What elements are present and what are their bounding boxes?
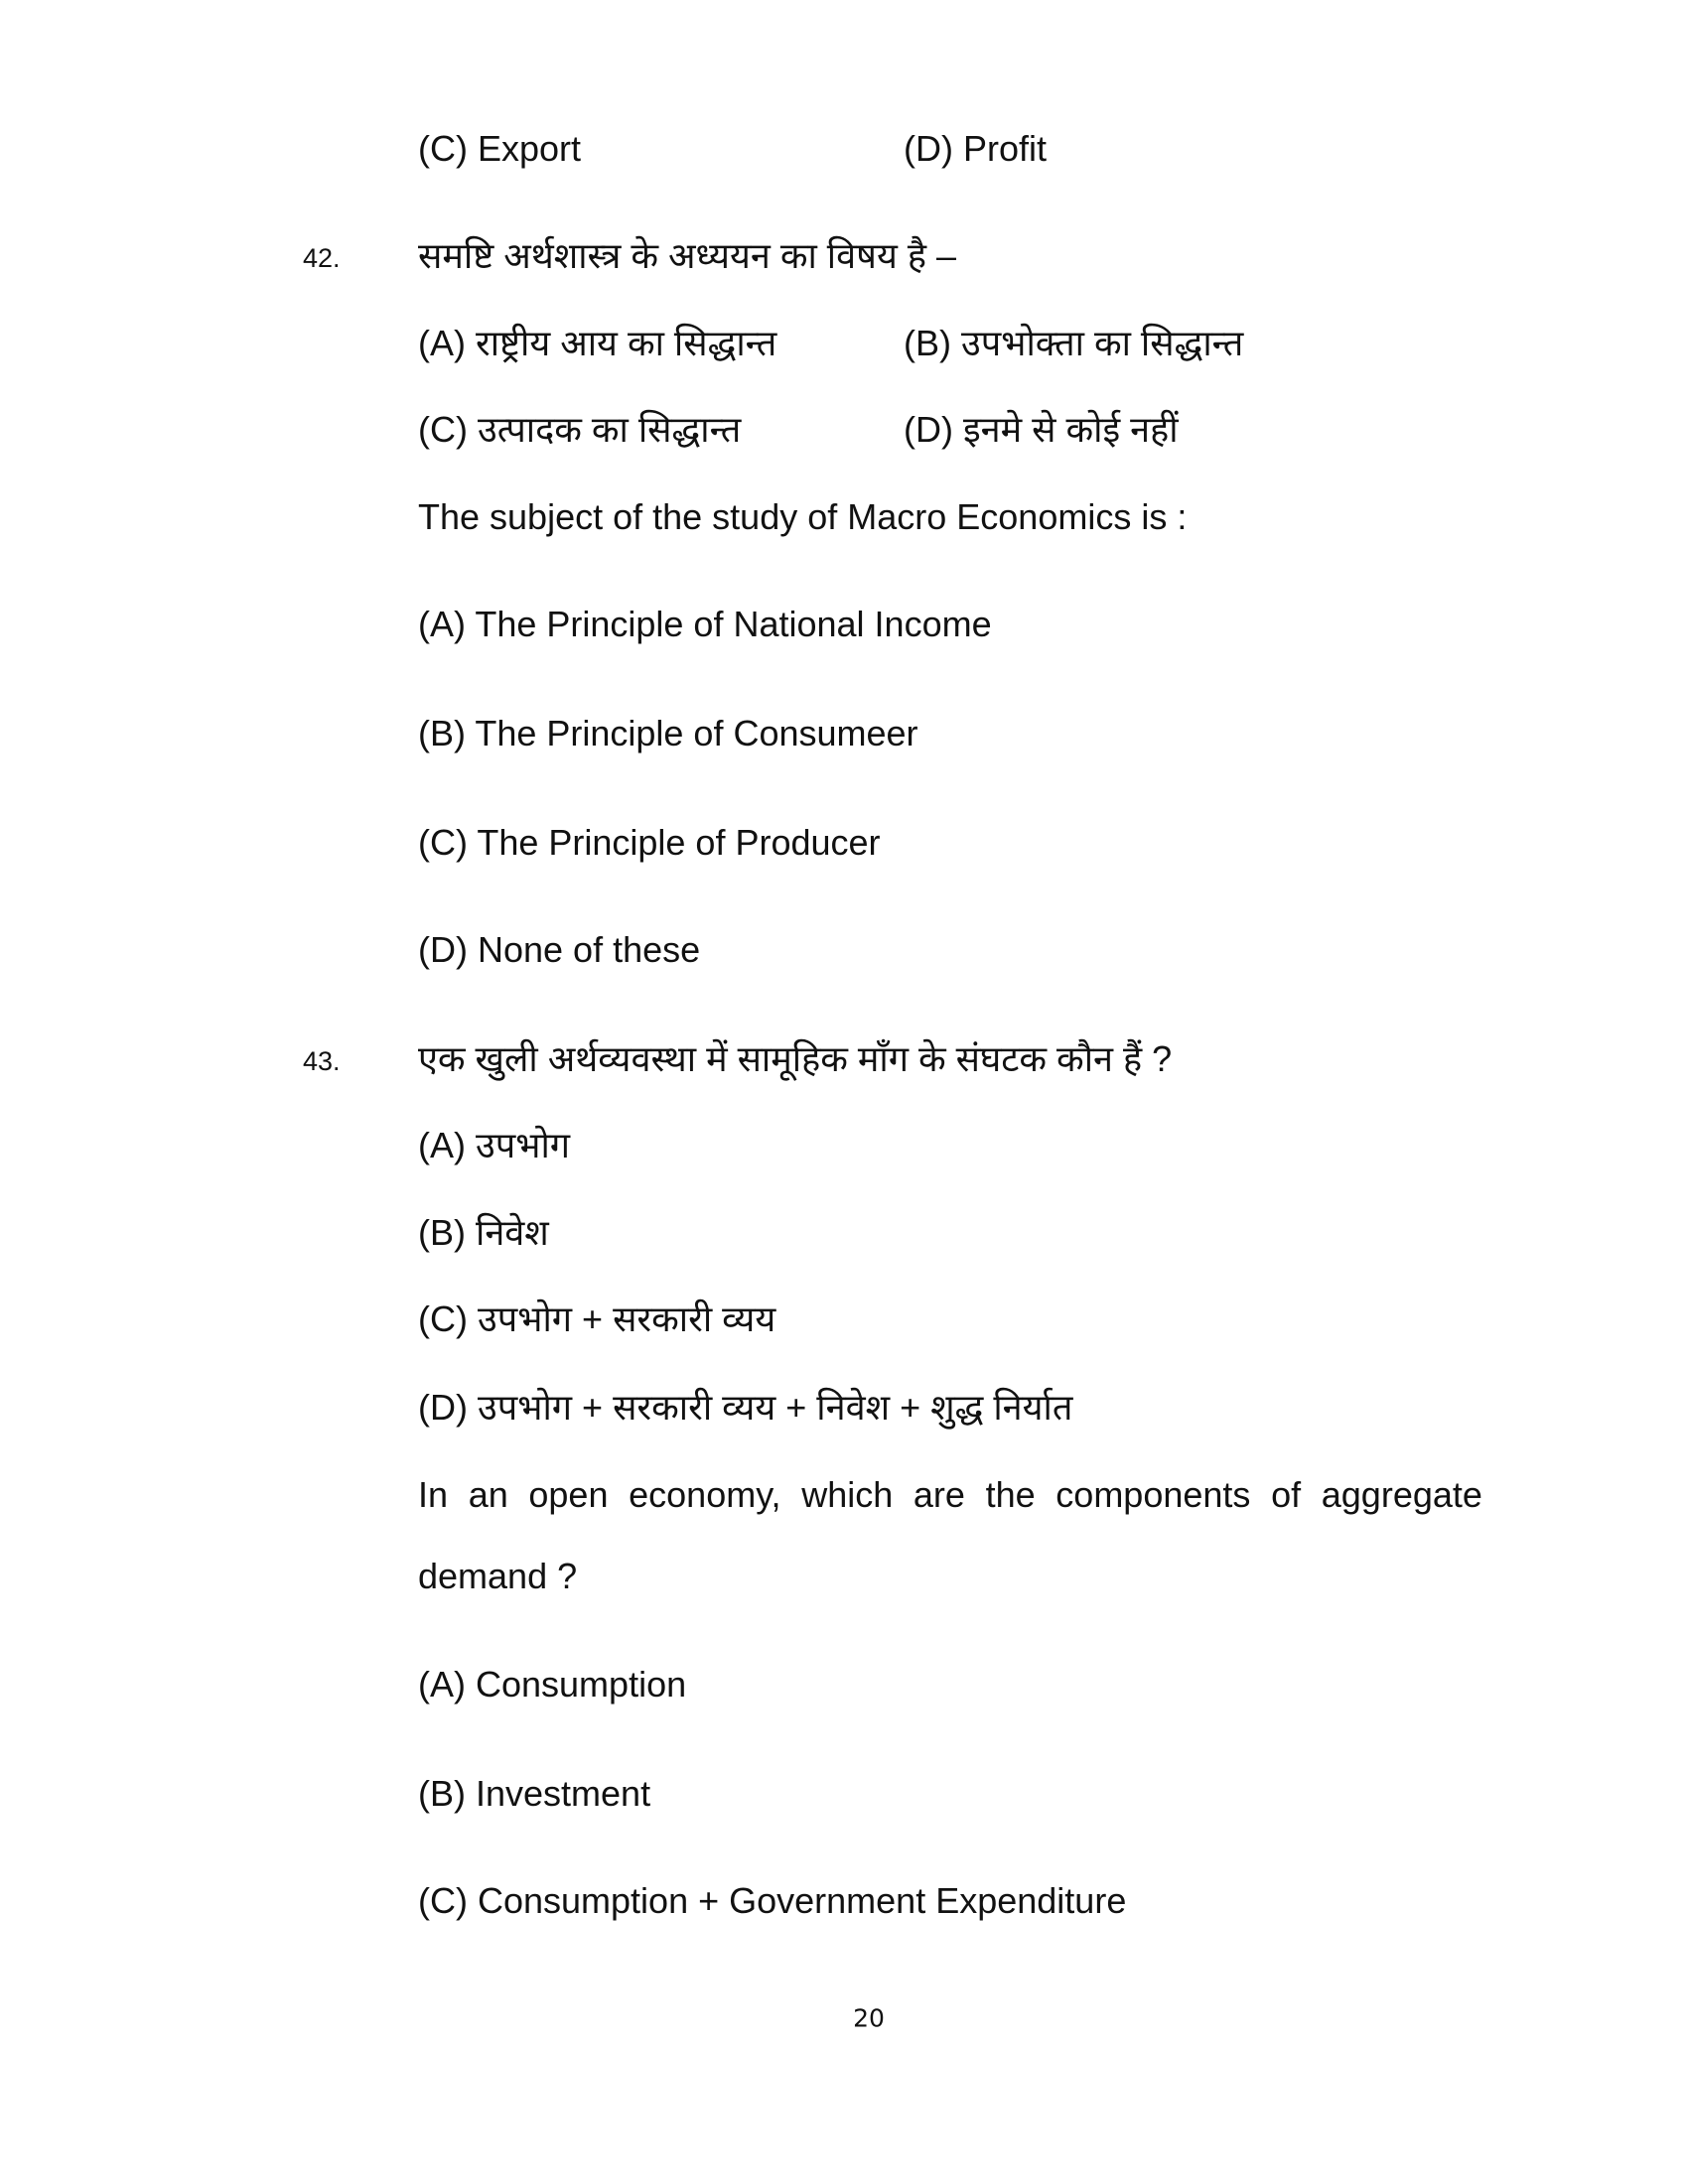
q43-english-question-line1 — [418, 1473, 1482, 1517]
word: economy, — [629, 1474, 781, 1515]
word: an — [468, 1474, 508, 1515]
word: aggregate — [1321, 1474, 1482, 1515]
q43-english-option-b: (B) Investment — [418, 1773, 651, 1814]
q43-hindi-option-b: (B) निवेश — [418, 1212, 549, 1253]
q43-hindi-option-a: (A) उपभोग — [418, 1125, 571, 1165]
question-number-42: 42. — [303, 243, 341, 273]
q43-hindi-option-d: (D) उपभोग + सरकारी व्यय + निवेश + शुद्ध निर्यात — [418, 1387, 1073, 1428]
q42-hindi-option-c: (C) उत्पादक का सिद्धान्त — [418, 409, 742, 450]
word: components — [1055, 1474, 1251, 1515]
q43-english-option-a: (A) Consumption — [418, 1664, 687, 1705]
word: the — [985, 1474, 1036, 1515]
q42-english-option-b: (B) The Principle of Consumeer — [418, 713, 918, 753]
word: are — [913, 1474, 965, 1515]
q43-hindi-question: एक खुली अर्थव्यवस्था में सामूहिक माँग के संघटक कौन हैं ? — [418, 1038, 1173, 1079]
q42-english-option-d: (D) None of these — [418, 929, 701, 970]
q43-english-option-c: (C) Consumption + Government Expenditure — [418, 1880, 1127, 1921]
q42-hindi-option-a: (A) राष्ट्रीय आय का सिद्धान्त — [418, 323, 777, 363]
option-d-profit: (D) Profit — [904, 128, 1047, 169]
word: In — [418, 1474, 449, 1515]
q42-hindi-option-d: (D) इनमे से कोई नहीं — [904, 409, 1179, 450]
q43-english-question-line2: demand ? — [418, 1556, 578, 1596]
word: of — [1271, 1474, 1302, 1515]
option-c-export: (C) Export — [418, 128, 582, 169]
q42-english-question: The subject of the study of Macro Economics is : — [418, 496, 1188, 537]
q43-hindi-option-c: (C) उपभोग + सरकारी व्यय — [418, 1298, 776, 1339]
q42-hindi-question: समष्टि अर्थशास्त्र के अध्ययन का विषय है – — [418, 235, 956, 276]
word: which — [801, 1474, 894, 1515]
q42-english-option-c: (C) The Principle of Producer — [418, 822, 881, 863]
page-number: 20 — [853, 2003, 885, 2033]
q42-hindi-option-b: (B) उपभोक्ता का सिद्धान्त — [904, 323, 1244, 363]
word: open — [528, 1474, 609, 1515]
question-number-43: 43. — [303, 1046, 341, 1076]
q42-english-option-a: (A) The Principle of National Income — [418, 604, 992, 644]
